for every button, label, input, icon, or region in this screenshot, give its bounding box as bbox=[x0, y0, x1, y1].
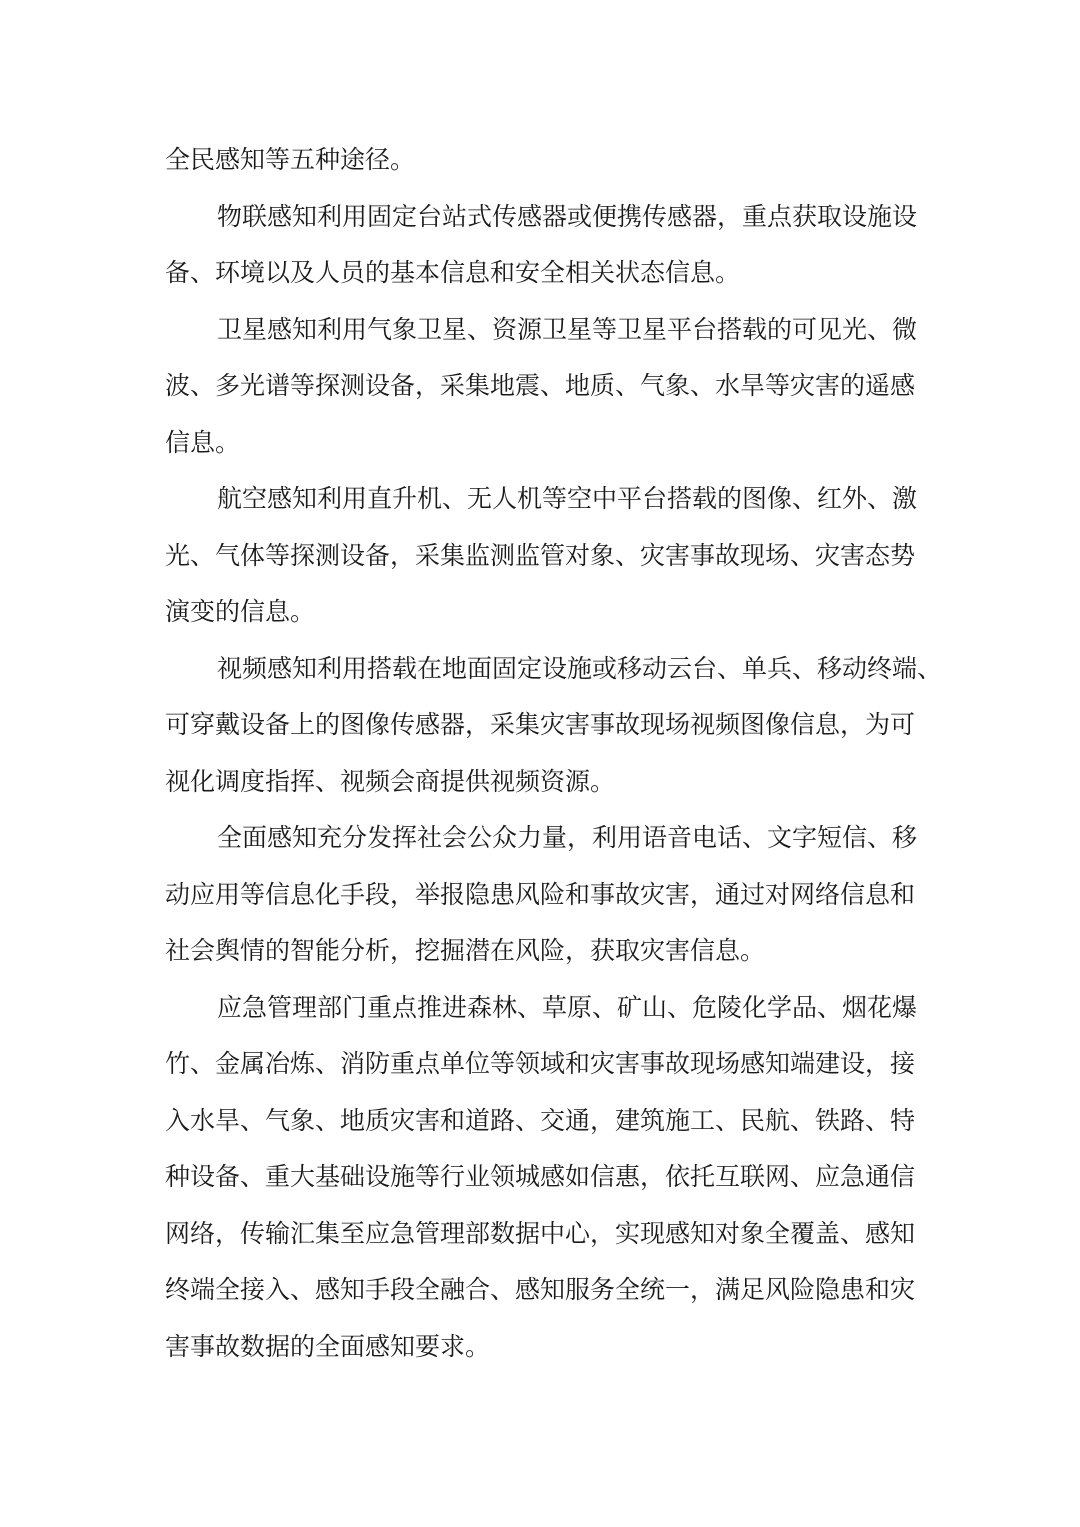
text-line: 害事故数据的全面感知要求。 bbox=[165, 1331, 491, 1361]
paragraph bbox=[165, 132, 915, 189]
text-line: 物联感知利用固定台站式传感器或便携传感器，重点获取设施设 bbox=[217, 201, 918, 231]
paragraph bbox=[165, 471, 918, 641]
text-line: 视频感知利用搭载在地面固定设施或移动云台、单兵、移动终端、 bbox=[217, 653, 943, 683]
paragraph bbox=[165, 641, 943, 811]
document-page bbox=[165, 132, 943, 1375]
paragraph bbox=[165, 189, 918, 302]
text-line: 卫星感知利用气象卫星、资源卫星等卫星平台搭载的可见光、微 bbox=[217, 314, 918, 344]
text-line: 波、多光谱等探测设备，采集地震、地质、气象、水旱等灾害的遥感 bbox=[165, 371, 916, 400]
text-line: 动应用等信息化手段，举报隐患风险和事故灾害，通过对网络信息和 bbox=[165, 879, 916, 909]
text-line: 网络，传输汇集至应急管理部数据中心，实现感知对象全覆盖、感知 bbox=[165, 1218, 916, 1248]
text-line: 应急管理部门重点推进森林、草原、矿山、危陵化学品、烟花爆 bbox=[217, 992, 918, 1022]
text-line: 演变的信息。 bbox=[165, 597, 316, 626]
paragraph bbox=[165, 810, 918, 980]
text-line: 航空感知利用直升机、无人机等空中平台搭载的图像、红外、激 bbox=[217, 484, 918, 513]
text-line: 种设备、重大基础设施等行业领城感如信惠，依托互联网、应急通信 bbox=[165, 1162, 916, 1191]
text-line: 入水旱、气象、地质灾害和道路、交通，建筑施工、民航、铁路、特 bbox=[165, 1105, 916, 1135]
paragraph bbox=[165, 302, 918, 472]
text-line: 可穿戴设备上的图像传感器，采集灾害事故现场视频图像信息，为可 bbox=[165, 710, 916, 739]
text-line: 竹、金属冶炼、消防重点单位等领域和灾害事故现场感知端建设，接 bbox=[165, 1049, 916, 1078]
text-line: 备、环境以及人员的基本信息和安全相关状态信息。 bbox=[165, 258, 741, 287]
text-line: 社会舆情的智能分析，挖掘潜在风险，获取灾害信息。 bbox=[165, 936, 766, 965]
text-line: 视化调度指挥、视频会商提供视频资源。 bbox=[165, 766, 616, 796]
text-line: 全面感知充分发挥社会公众力量，利用语音电话、文字短信、移 bbox=[217, 823, 918, 852]
paragraph bbox=[165, 980, 918, 1376]
text-line: 全民感知等五种途径。 bbox=[165, 145, 416, 174]
text-line: 光、气体等探测设备，采集监测监管对象、灾害事故现场、灾害态势 bbox=[165, 540, 916, 570]
text-line: 信息。 bbox=[165, 427, 241, 457]
text-line: 终端全接入、感知手段全融合、感知服务全统一，满足风险隐患和灾 bbox=[165, 1275, 916, 1304]
